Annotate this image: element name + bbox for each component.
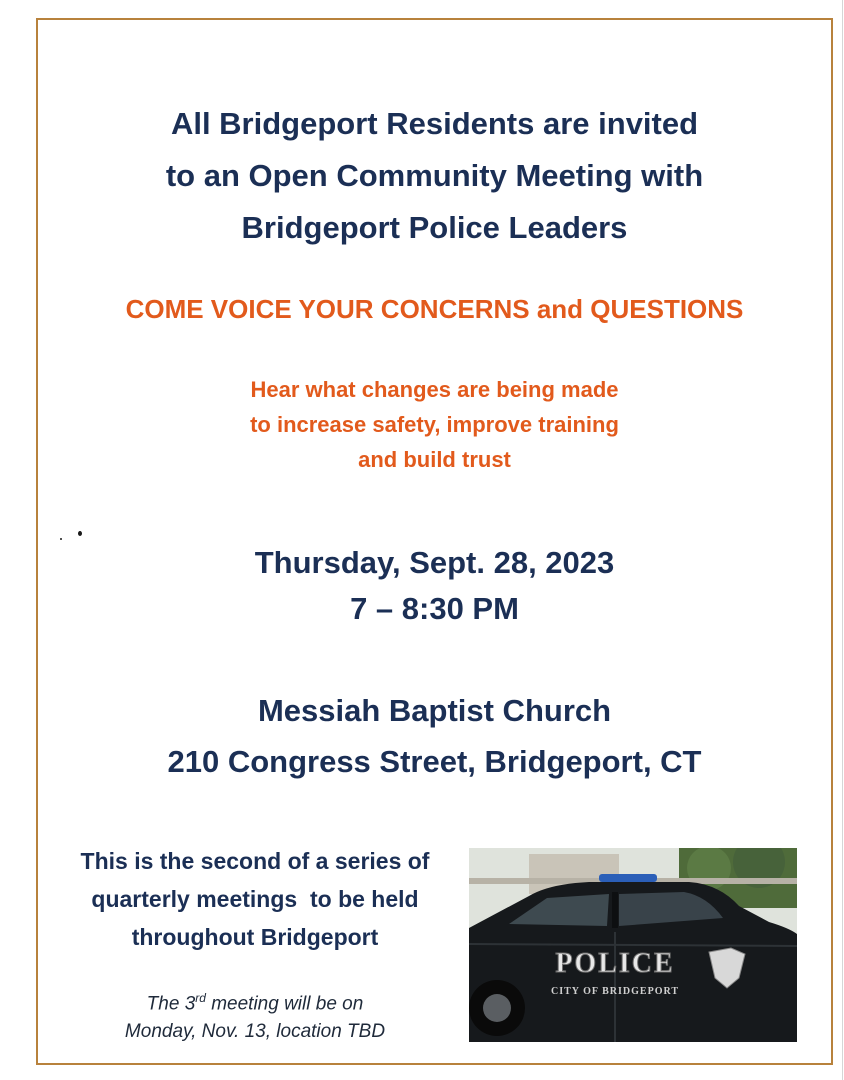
venue: [36, 685, 833, 787]
door-city-text: CITY OF BRIDGEPORT: [550, 986, 680, 997]
speck: [78, 531, 82, 536]
next-meeting-prefix: The 3: [146, 993, 196, 1015]
series-line-2: quarterly meetings to be held: [91, 886, 419, 912]
police-car-photo: [469, 848, 797, 1042]
subtext-line-1: Hear what changes are being made: [250, 377, 619, 402]
series-line-1: This is the second of a series of: [80, 848, 430, 874]
subtext: [36, 372, 833, 477]
police-car-illustration: [469, 848, 797, 1042]
door-police-text: POLICE: [555, 948, 675, 979]
headline-line-2: to an Open Community Meeting with: [165, 158, 704, 193]
next-meeting-line-2: Monday, Nov. 13, location TBD: [124, 1021, 386, 1043]
headline: [36, 98, 833, 254]
venue-name: Messiah Baptist Church: [257, 693, 612, 728]
ordinal-suffix: rd: [195, 991, 206, 1005]
headline-line-1: All Bridgeport Residents are invited: [170, 106, 699, 141]
next-meeting-suffix: meeting will be on: [205, 993, 364, 1015]
next-meeting-note: [40, 984, 470, 1046]
series-note: [40, 842, 470, 956]
series-line-3: throughout Bridgeport: [131, 924, 379, 950]
speck: [60, 538, 62, 540]
next-meeting-line-1: [40, 984, 470, 1018]
call-to-action: COME VOICE YOUR CONCERNS and QUESTIONS: [125, 294, 744, 324]
event-date: Thursday, Sept. 28, 2023: [254, 545, 615, 580]
headline-line-3: Bridgeport Police Leaders: [241, 210, 628, 245]
subtext-line-3: and build trust: [358, 447, 511, 472]
event-datetime: [36, 540, 833, 632]
venue-address: 210 Congress Street, Bridgeport, CT: [167, 744, 702, 779]
event-time: 7 – 8:30 PM: [350, 591, 519, 626]
subtext-line-2: to increase safety, improve training: [250, 412, 619, 437]
